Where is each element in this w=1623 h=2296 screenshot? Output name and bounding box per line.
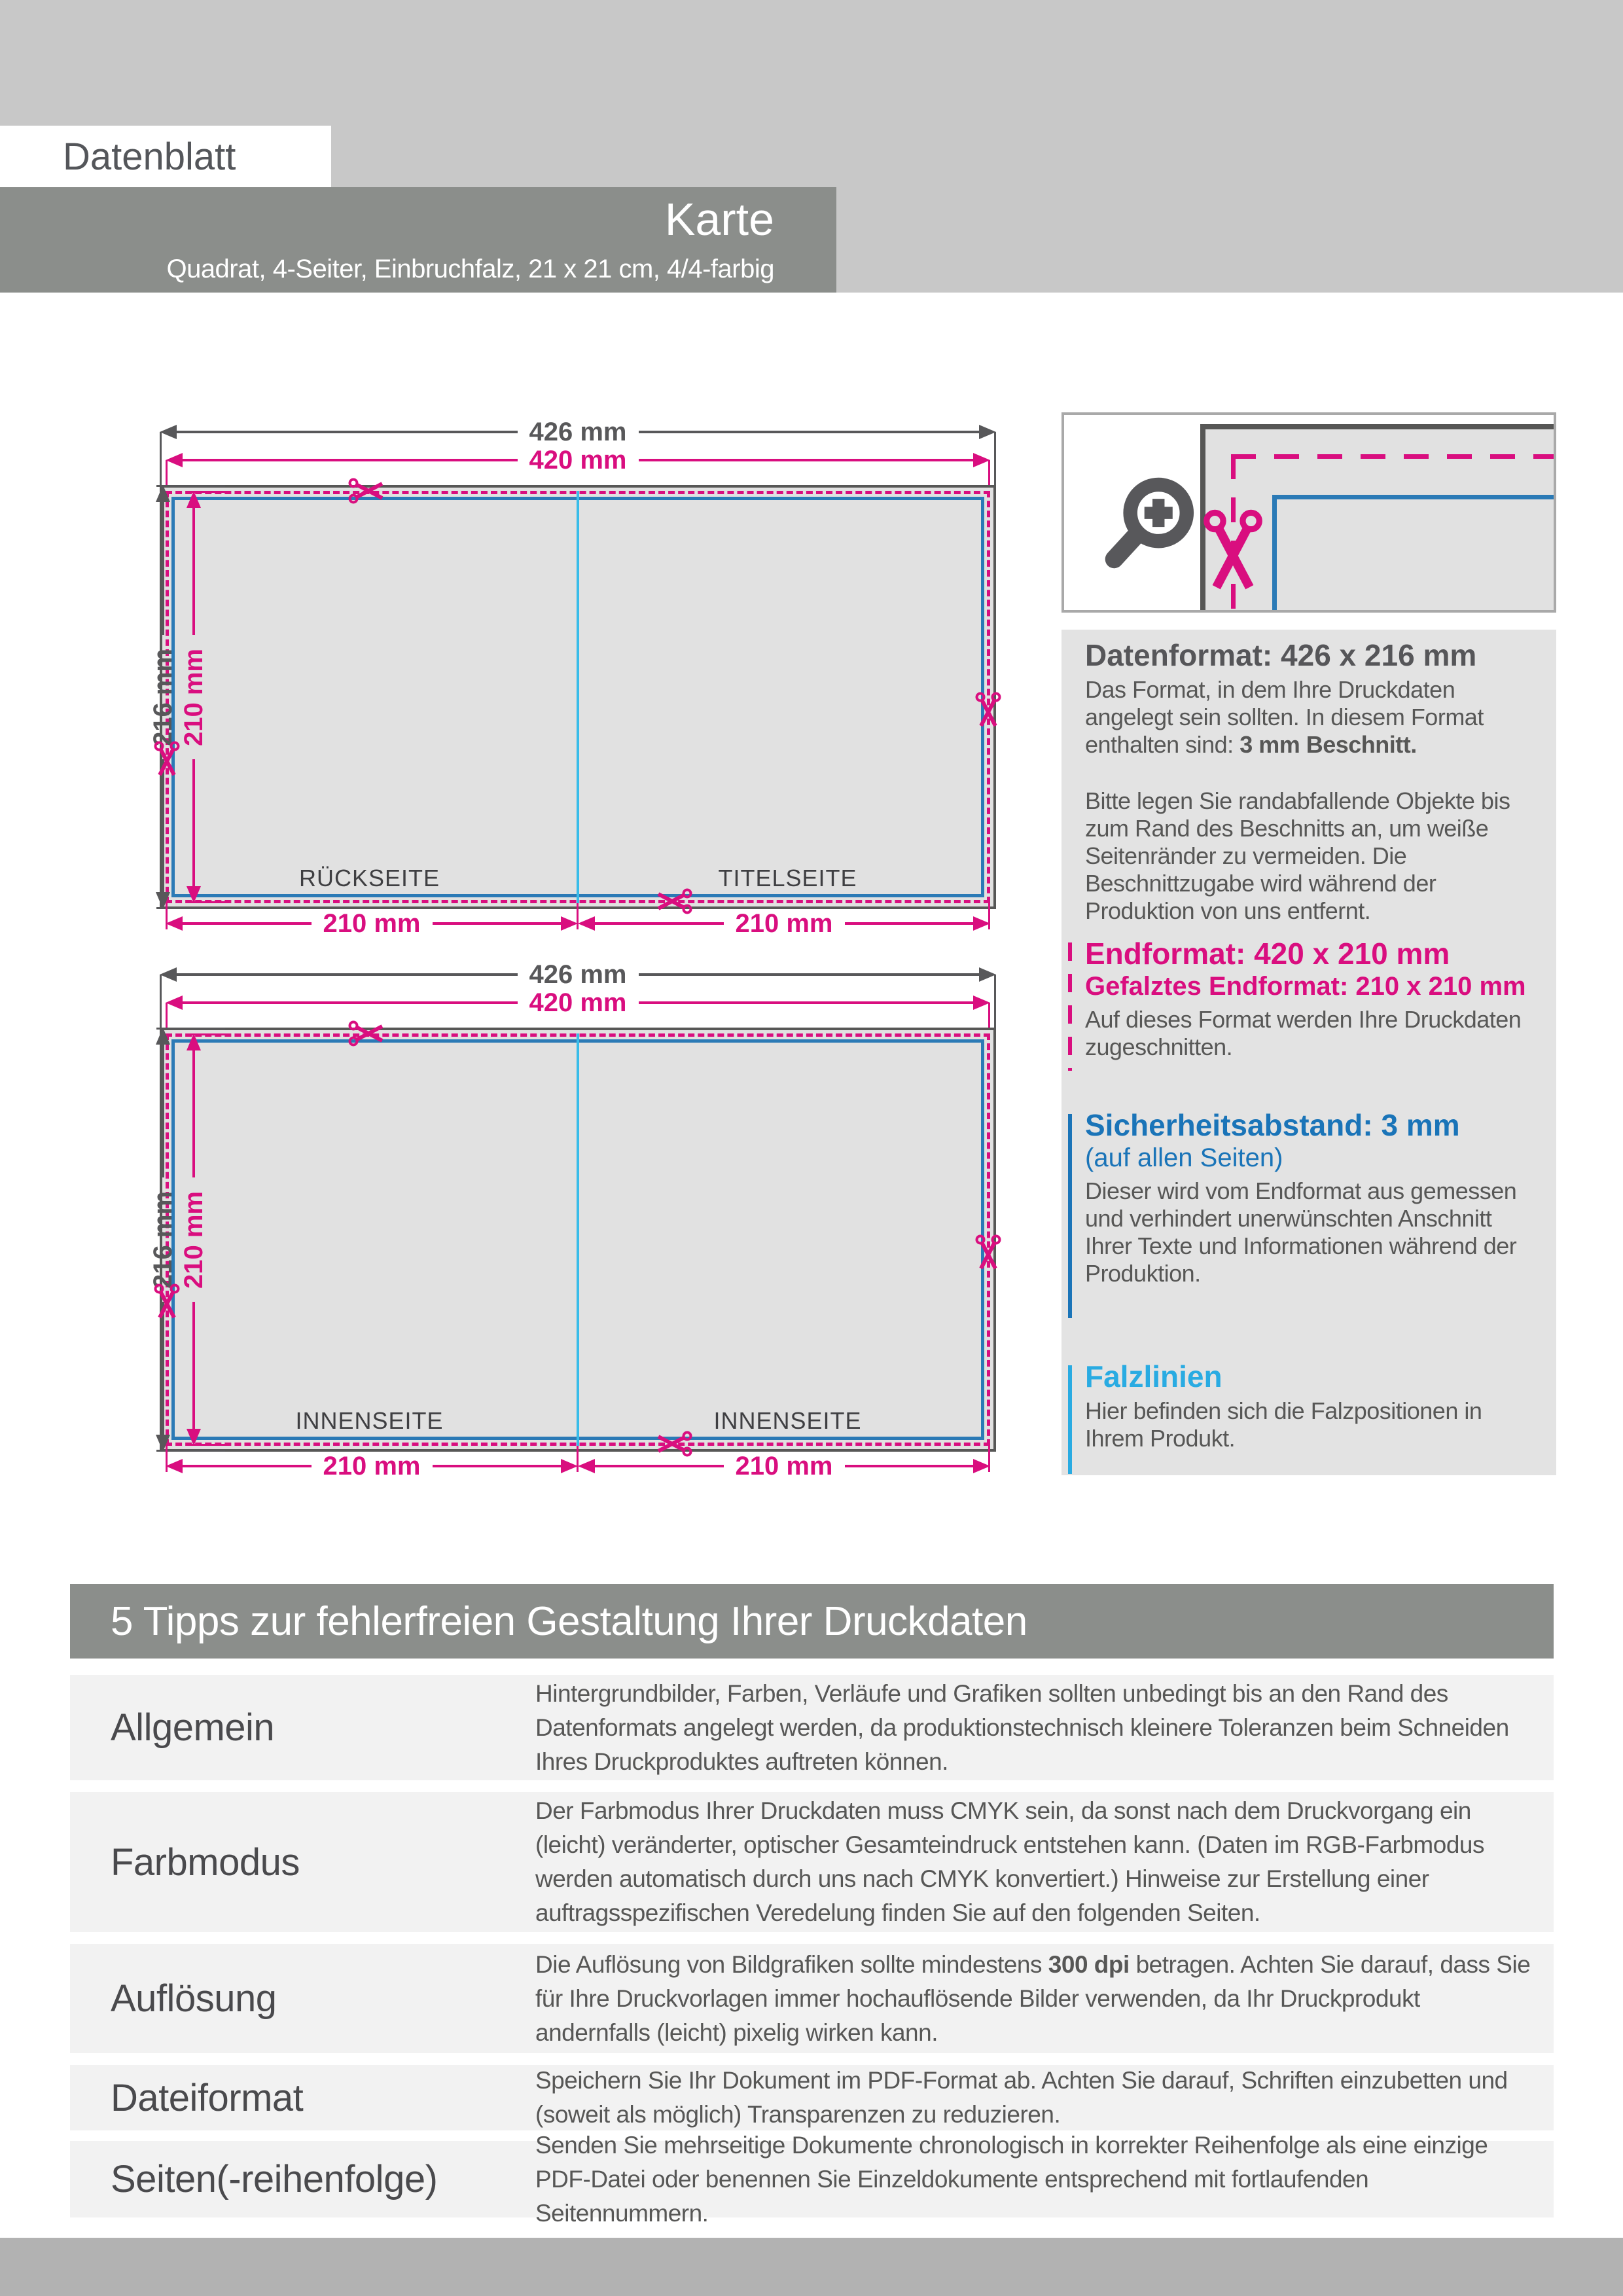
legend-safety-subheading: (auf allen Seiten) <box>1085 1143 1283 1172</box>
dimension-total-width <box>160 419 996 445</box>
legend-foldlines-text: Hier befinden sich die Falzpositionen in Ihrem Produkt. <box>1085 1397 1482 1452</box>
tip-text-pre: Senden Sie mehrseitige Dokumente chronologisch in korrekter Reihenfolge als eine einzige PDF-Datei oder benennen Sie Einzeldokumente entsprechend mit fortlaufenden Seitennummern. <box>535 2131 1488 2227</box>
legend-endformat-text: Auf dieses Format werden Ihre Druckdaten zugeschnitten. <box>1085 1005 1522 1060</box>
tips-heading: 5 Tipps zur fehlerfreien Gestaltung Ihrer Druckdaten <box>111 1598 1027 1644</box>
tip-row-farbmodus <box>70 1792 1554 1932</box>
dimension-half-right <box>578 1453 990 1479</box>
legend-foldlines-heading: Falzlinien <box>1085 1359 1222 1393</box>
tip-row-label: Allgemein <box>111 1706 275 1749</box>
extension-line <box>166 903 168 929</box>
dimension-half-left-label: 210 mm <box>323 1451 421 1480</box>
legend-safety-heading: Sicherheitsabstand: 3 mm <box>1085 1108 1460 1142</box>
panel-label-left: INNENSEITE <box>295 1407 444 1434</box>
corner-zoom-detail <box>1061 412 1556 613</box>
legend-endformat <box>1085 937 1544 1061</box>
legend-dataformat-text-bold: 3 mm Beschnitt. <box>1240 730 1417 758</box>
product-name: Karte <box>664 194 774 245</box>
tip-text-pre: Hintergrundbilder, Farben, Verläufe und Grafiken sollten unbedingt bis an den Rand des Datenformats angelegt werden, da produktionstechnisch kleinere Toleranzen beim Schneiden Ihres Druckproduktes auftreten können. <box>535 1679 1509 1775</box>
tip-text-post: betragen. Achten Sie darauf, dass Sie für Ihre Druckvorlagen immer hochauflösende Bilder verwenden, da Ihr Druckprodukt andernfalls (leicht) pixelig wirken kann. <box>535 1950 1531 2046</box>
dimension-total-height-label: 216 mm <box>148 648 177 746</box>
dimension-trim-height-label: 210 mm <box>179 648 208 746</box>
product-subtitle: Quadrat, 4-Seiter, Einbruchfalz, 21 x 21 cm, 4/4-farbig <box>166 255 774 283</box>
tip-row-label: Auflösung <box>111 1977 277 2020</box>
legend-panel <box>1061 630 1556 1475</box>
detail-safety-line <box>1272 495 1554 499</box>
tip-row-label: Seiten(-reihenfolge) <box>111 2158 438 2200</box>
scissors-icon <box>154 1283 180 1320</box>
tip-row-dateiformat <box>70 2065 1554 2130</box>
panel-label-left: RÜCKSEITE <box>298 865 440 891</box>
tip-text-pre: Der Farbmodus Ihrer Druckdaten muss CMYK sein, da sonst nach dem Druckvorgang ein (leicht) veränderter, optischer Gesamteindruck entstehen kann. (Daten im RGB-Farbmodus werden automatisch durch uns nach CMYK konvertiert.) Hinweise zur Erstellung einer auftragsspezifischen Veredelung finden Sie auf den folgenden Seiten. <box>535 1797 1484 1926</box>
dimension-half-right-label: 210 mm <box>735 1451 833 1480</box>
dimension-total-height-label: 216 mm <box>148 1191 177 1289</box>
tip-row-text <box>535 2065 1554 2130</box>
scissors-icon <box>975 1234 1001 1271</box>
extension-line <box>994 975 996 1028</box>
dimension-total-width-label: 426 mm <box>529 417 627 446</box>
dimension-half-left <box>166 910 578 937</box>
legend-endformat-subheading: Gefalztes Endformat: 210 x 210 mm <box>1085 971 1526 1001</box>
extension-line <box>994 432 996 485</box>
tip-text-bold: 300 dpi <box>1048 1950 1130 1978</box>
sheet-title-box <box>0 126 331 187</box>
tip-row-text <box>535 1944 1554 2053</box>
fold-line <box>577 491 579 903</box>
dimension-total-width-label: 426 mm <box>529 960 627 989</box>
extension-line <box>187 1444 231 1446</box>
tip-text-pre: Speichern Sie Ihr Dokument im PDF-Format ab. Achten Sie darauf, Schriften einzubetten und (soweit als möglich) Transparenzen zu reduzieren. <box>535 2067 1508 2128</box>
dimension-trim-width-label: 420 mm <box>529 445 627 475</box>
legend-safety <box>1085 1109 1544 1287</box>
dimension-trim-width <box>166 447 990 473</box>
dimension-trim-height-label: 210 mm <box>179 1191 208 1289</box>
dimension-trim-width-label: 420 mm <box>529 988 627 1017</box>
extension-line <box>156 1028 225 1030</box>
tip-row-text <box>535 2131 1554 2227</box>
legend-dataformat <box>1085 639 1544 925</box>
extension-line <box>187 1033 231 1035</box>
scissors-icon <box>975 692 1001 728</box>
dimension-trim-height <box>181 1033 207 1446</box>
tips-header-bar <box>70 1584 1554 1659</box>
legend-dataformat-text-2: Bitte legen Sie randabfallende Objekte bis zum Rand des Beschnitts an, um weiße Seitenränder zu vermeiden. Die Beschnittzugabe wird während der Produktion von uns entfernt. <box>1085 787 1510 924</box>
legend-dataformat-heading: Datenformat: 426 x 216 mm <box>1085 638 1477 672</box>
dimension-half-left-label: 210 mm <box>323 908 421 938</box>
extension-line <box>577 903 579 929</box>
tip-row-seitenreihenfolge <box>70 2131 1554 2227</box>
diagram-outside <box>65 419 1014 949</box>
panel-label-right: INNENSEITE <box>713 1407 862 1434</box>
extension-line <box>160 975 162 1028</box>
scissors-icon <box>348 1020 385 1047</box>
legend-endformat-accent <box>1068 942 1072 1071</box>
extension-line <box>156 485 225 487</box>
product-title-bar <box>0 187 836 293</box>
scissors-icon <box>1203 509 1263 594</box>
legend-dataformat-text-pre: Das Format, in dem Ihre Druckdaten angelegt sein sollten. In diesem Format enthalten sind: <box>1085 675 1484 758</box>
dimension-half-right-label: 210 mm <box>735 908 833 938</box>
legend-dataformat-text-1 <box>1085 676 1544 759</box>
dimension-total-height <box>150 485 176 909</box>
dimension-trim-width <box>166 990 990 1016</box>
legend-safety-text: Dieser wird vom Endformat aus gemessen und verhindert unerwünschten Anschnitt Ihrer Texte und Informationen während der Produktion. <box>1085 1177 1517 1287</box>
tip-row-label: Dateiformat <box>111 2076 304 2119</box>
scissors-icon <box>348 478 385 504</box>
legend-foldlines <box>1085 1360 1544 1452</box>
detail-cut-line <box>1231 454 1554 459</box>
legend-safety-accent <box>1068 1114 1072 1318</box>
detail-dataformat-edge <box>1200 424 1554 429</box>
tip-row-aufloesung <box>70 1944 1554 2053</box>
extension-line <box>187 491 231 493</box>
tip-row-text <box>535 1675 1554 1780</box>
dimension-total-height <box>150 1028 176 1452</box>
extension-line <box>988 903 990 929</box>
tip-row-label: Farbmodus <box>111 1840 300 1884</box>
magnifier-zoom-icon <box>1100 471 1205 575</box>
detail-safety-line <box>1272 495 1277 610</box>
dimension-total-width <box>160 961 996 988</box>
tip-text-pre: Die Auflösung von Bildgrafiken sollte mindestens <box>535 1950 1048 1978</box>
diagram-inside <box>65 961 1014 1492</box>
extension-line <box>160 432 162 485</box>
legend-foldlines-accent <box>1068 1365 1072 1474</box>
bottom-gray-band <box>0 2238 1623 2296</box>
scissors-icon <box>656 888 692 914</box>
extension-line <box>577 1446 579 1472</box>
dimension-trim-height <box>181 491 207 903</box>
extension-line <box>187 901 231 903</box>
scissors-icon <box>154 741 180 778</box>
sheet-title: Datenblatt <box>63 135 236 178</box>
tip-row-text <box>535 1792 1554 1932</box>
panel-label-right: TITELSEITE <box>718 865 857 891</box>
dimension-half-left <box>166 1453 578 1479</box>
legend-endformat-heading: Endformat: 420 x 210 mm <box>1085 937 1450 971</box>
fold-line <box>577 1033 579 1446</box>
dimension-half-right <box>578 910 990 937</box>
extension-line <box>166 1446 168 1472</box>
extension-line <box>988 1446 990 1472</box>
tip-row-allgemein <box>70 1675 1554 1780</box>
scissors-icon <box>656 1431 692 1457</box>
